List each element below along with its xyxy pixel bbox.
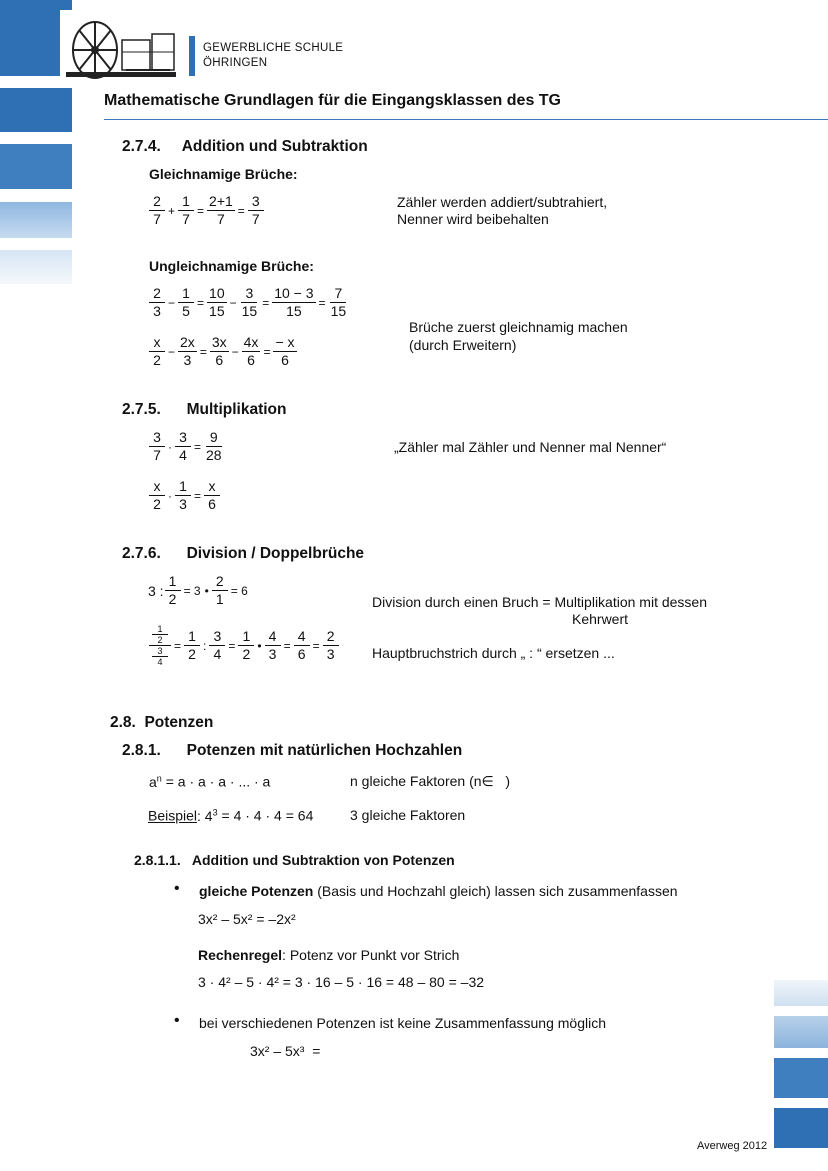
page-title: Mathematische Grundlagen für die Eingangsklassen des TG — [104, 92, 561, 109]
gleichnamig-explain-2: Nenner wird beibehalten — [397, 211, 549, 227]
ungleichnamige-label: Ungleichnamige Brüche: — [149, 258, 314, 274]
right-deco-bar-2 — [774, 1016, 828, 1048]
equation-doppelbruch: $\frac{\frac{1}{2}}{\frac{3}{4}}$ = $\frac{1}{2}$ : $\frac{3}{4}$ = $\frac{1}{2}$ • $\frac{4}{3}$ = $\frac{4}{6}$ = $\frac{2}{3}$ — [148, 624, 340, 667]
school-name-line2: ÖHRINGEN — [203, 57, 268, 69]
doppelbruch-explain: Hauptbruchstrich durch „ : “ ersetzen ... — [372, 645, 615, 661]
bullet-2-text: bei verschiedenen Potenzen ist keine Zusammenfassung möglich — [199, 1015, 607, 1031]
left-deco-bar-4 — [0, 202, 72, 238]
section-2-8-1-1-heading: 2.8.1.1. Addition und Subtraktion von Potenzen — [134, 852, 455, 868]
multiplikation-explain: „Zähler mal Zähler und Nenner mal Nenner“ — [394, 439, 667, 455]
section-2-8-heading: 2.8. Potenzen — [110, 714, 214, 731]
engine-wheel-icon — [60, 10, 190, 80]
right-deco-bar-3 — [774, 1058, 828, 1098]
section-2-7-4-heading: 2.7.4. Addition und Subtraktion — [122, 138, 368, 155]
section-2-7-5-heading: 2.7.5. Multiplikation — [122, 401, 287, 418]
example-label: Beispiel — [148, 807, 198, 824]
bullet-1-text: gleiche Potenzen (Basis und Hochzahl gleich) lassen sich zusammenfassen — [199, 883, 678, 899]
section-2-8-1-heading: 2.8.1. Potenzen mit natürlichen Hochzahlen — [122, 742, 463, 759]
division-explain-2: Kehrwert — [572, 611, 629, 627]
bullet-2: • — [174, 1012, 180, 1029]
school-logo — [60, 10, 190, 80]
equation-gleichnamig: 2 7 + $\frac{1}{7}$ = $\frac{2+1}{7}$ = $\frac{3}{7}$ — [148, 193, 265, 228]
left-deco-bar-5 — [0, 250, 72, 284]
logo-divider — [189, 36, 195, 76]
bullet-1: • — [174, 880, 180, 897]
equation-multiplikation-1: 3 7 · $\frac{3}{4}$ = $\frac{9}{28}$ — [148, 429, 225, 464]
right-deco-bar-1 — [774, 980, 828, 1006]
title-rule — [104, 119, 828, 120]
division-explain-1: Division durch einen Bruch = Multiplikation mit dessen — [372, 594, 707, 610]
footer-author: Averweg 2012 — [697, 1140, 768, 1152]
equation-multiplikation-2: x 2 · $\frac{1}{3}$ = $\frac{x}{6}$ — [148, 478, 221, 513]
right-deco-bar-4 — [774, 1108, 828, 1148]
school-name-line1: GEWERBLICHE SCHULE — [203, 42, 344, 54]
left-deco-bar-3 — [0, 144, 72, 189]
potenz-definition: $a^n = a \cdot a \cdot a$ · ... · a — [149, 773, 271, 790]
ungleichnamig-explain-2: (durch Erweitern) — [409, 337, 517, 353]
section-2-7-6-heading: 2.7.6. Division / Doppelbrüche — [122, 545, 365, 562]
potenz-example: Beispiel: $4^3 = 4 \cdot 4 \cdot 4 = 64$ — [148, 807, 314, 824]
ungleichnamig-explain-1: Brüche zuerst gleichnamig machen — [409, 319, 628, 335]
rechenregel-text: Rechenregel: Potenz vor Punkt vor Strich — [198, 947, 460, 963]
bullet-1-equation: 3x² – 5x² = –2x² — [198, 911, 296, 927]
gleichnamig-explain-1: Zähler werden addiert/subtrahiert, — [397, 194, 608, 210]
gleichnamige-label: Gleichnamige Brüche: — [149, 166, 298, 182]
potenz-definition-note: n gleiche Faktoren (n∈ ) — [350, 773, 511, 789]
bullet-2-equation: 3x² – 5x³ = — [250, 1043, 321, 1059]
equation-division: 3 : $\frac{1}{2}$ = 3 • $\frac{2}{1}$ = 6 — [148, 573, 248, 607]
equation-ungleichnamig-1: 2 3 − $\frac{1}{5}$ = $\frac{10}{15}$ − $\frac{3}{15}$ = $\frac{10 - 3}{15}$ = $\frac{7}{15}$ — [148, 285, 349, 320]
potenz-example-note: 3 gleiche Faktoren — [350, 807, 466, 823]
left-deco-bar-2 — [0, 88, 72, 132]
rechenregel-equation: 3 · 4² – 5 · 4² = 3 · 16 – 5 · 16 = 48 – 80 = –32 — [198, 974, 485, 990]
equation-ungleichnamig-2: x 2 − $\frac{2x}{3}$ = $\frac{3x}{6}$ − $\frac{4x}{6}$ = $\frac{- x}{6}$ — [148, 334, 298, 369]
